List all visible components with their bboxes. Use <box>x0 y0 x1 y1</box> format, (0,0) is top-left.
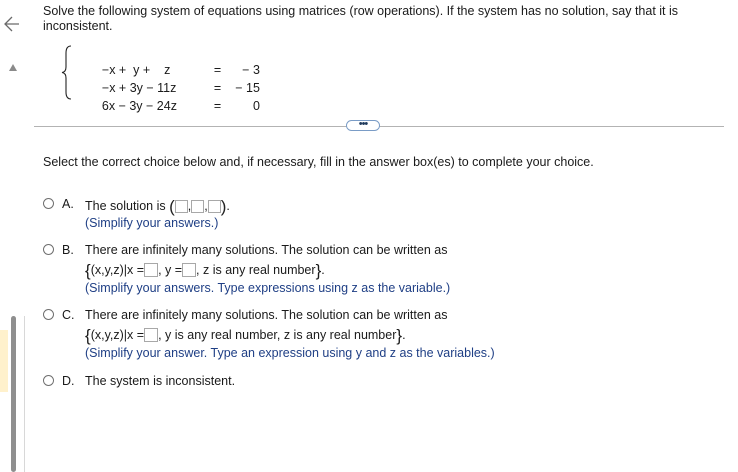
answer-box-y[interactable] <box>191 200 204 213</box>
close-brace: } <box>315 261 322 280</box>
choice-b-set-line: {(x,y,z)|x = , y = , z is any real number}. <box>85 261 325 280</box>
radio-d[interactable] <box>43 375 54 386</box>
equals-sign: = <box>213 63 222 77</box>
answer-box-x[interactable] <box>144 263 158 277</box>
equation-lhs: −x + y + z <box>101 63 171 77</box>
equals-sign: = <box>213 81 222 95</box>
collapse-triangle-icon[interactable] <box>9 64 17 71</box>
radio-b[interactable] <box>43 244 54 255</box>
answer-box-y[interactable] <box>182 263 196 277</box>
back-arrow-icon[interactable] <box>2 14 20 34</box>
rail-highlight <box>0 330 8 392</box>
equation-rhs: 0 <box>252 99 260 113</box>
choice-letter: C. <box>62 308 75 322</box>
set-open-label: (x,y,z)|x = <box>90 328 145 342</box>
choice-b-hint: (Simplify your answers. Type expressions using z as the variable.) <box>85 281 451 295</box>
question-text: Solve the following system of equations using matrices (row operations). If the system has no solution, say that it is inconsistent. <box>43 4 679 33</box>
choice-c-hint: (Simplify your answer. Type an expression using y and z as the variables.) <box>85 346 495 360</box>
choice-b-text: There are infinitely many solutions. The solution can be written as <box>85 243 448 257</box>
choice-letter: D. <box>62 374 75 388</box>
open-paren: ( <box>169 197 175 216</box>
close-brace: } <box>396 326 403 345</box>
open-brace: { <box>85 326 91 345</box>
equation-row <box>88 81 260 132</box>
set-tail: y is any real number, z is any real number <box>165 328 397 342</box>
scrollbar-thumb[interactable] <box>11 316 16 472</box>
choice-c-set-line: {(x,y,z)|x = , y is any real number, z is any real number}. <box>85 326 406 345</box>
choice-a-hint: (Simplify your answers.) <box>85 216 219 230</box>
instruction-text: Select the correct choice below and, if necessary, fill in the answer box(es) to complete your choice. <box>43 155 594 169</box>
left-brace <box>60 45 74 100</box>
answer-box-x[interactable] <box>175 200 188 213</box>
choice-c-text: There are infinitely many solutions. The solution can be written as <box>85 308 448 322</box>
equation-rhs: − 15 <box>235 81 260 95</box>
more-button[interactable]: ••• <box>346 120 380 131</box>
choice-a-text: The solution is <box>85 199 166 213</box>
y-label: y = <box>165 263 183 277</box>
equals-sign: = <box>213 99 222 113</box>
close-paren: ) <box>220 197 227 216</box>
answer-box-z[interactable] <box>208 200 221 213</box>
set-tail: z is any real number <box>203 263 316 277</box>
choice-a-text-line: The solution is ( , , ). <box>85 197 230 216</box>
choice-letter: B. <box>62 243 74 257</box>
radio-a[interactable] <box>43 198 54 209</box>
choice-d-text: The system is inconsistent. <box>85 374 236 388</box>
answer-box-x[interactable] <box>144 328 158 342</box>
left-rail <box>0 0 22 472</box>
equation-rhs: − 3 <box>242 63 260 77</box>
set-open-label: (x,y,z)|x = <box>90 263 145 277</box>
choice-letter: A. <box>62 197 74 211</box>
equation-lhs: −x + 3y − 11z <box>101 81 177 95</box>
radio-c[interactable] <box>43 309 54 320</box>
equation-lhs: 6x − 3y − 24z <box>101 99 177 113</box>
open-brace: { <box>85 261 91 280</box>
